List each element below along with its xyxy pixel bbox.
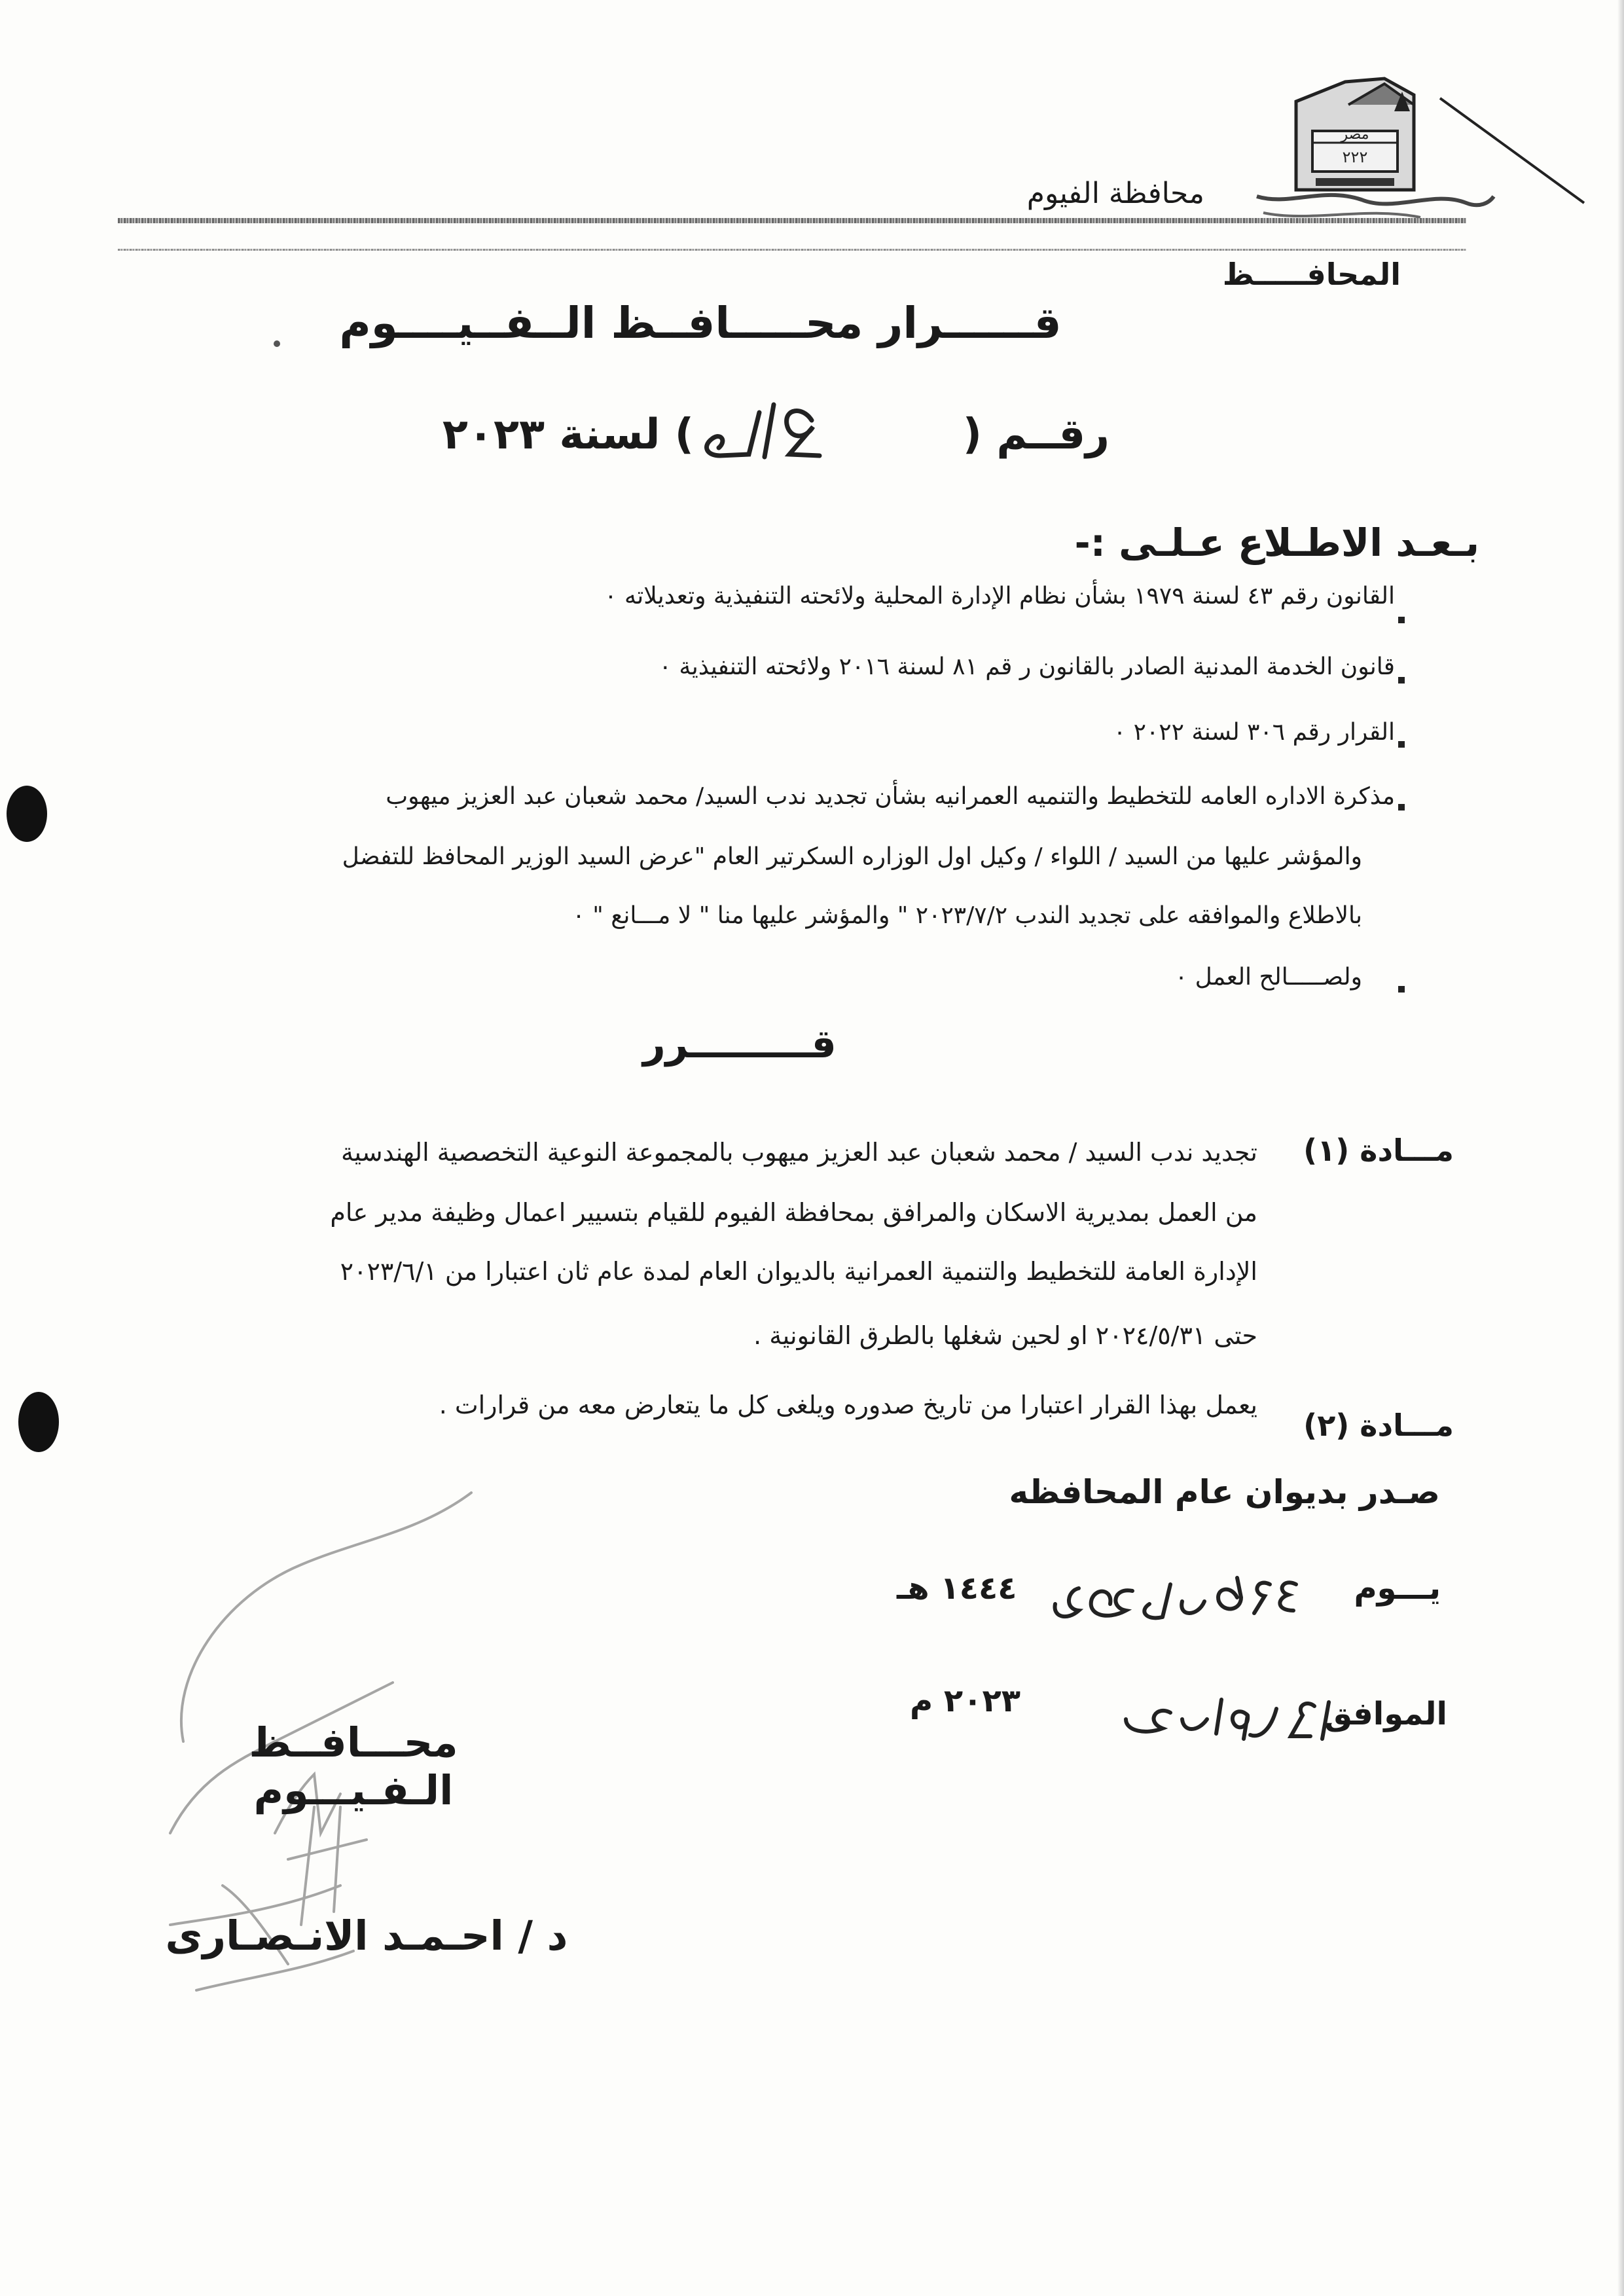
article-1-line-3: الإدارة العامة للتخطيط والتنمية العمرانية بالديوان العام لمدة عام ثان اعتبارا من ٢٠٢٣/٦/١ [340,1257,1257,1286]
article-1-line-1: تجديد ندب السيد / محمد شعبان عبد العزيز ميهوب بالمجموعة النوعية التخصصية الهندسية [340,1138,1257,1167]
bullet-mark [1398,986,1405,993]
bullet-mark [1398,617,1405,623]
office-label: المحافـــــظ [1222,257,1401,292]
preamble-item-4-line-1: مذكرة الاداره العامه للتخطيط والتنميه العمرانيه بشأن تجديد ندب السيد/ محمد شعبان عبد العزيز ميهوب [386,783,1395,810]
handwritten-gregorian-date [1100,1676,1335,1755]
decree-number-suffix: ) لسنة ٢٠٢٣ [442,410,694,459]
bullet-mark [1398,677,1405,683]
preamble-item-3: القرار رقم ٣٠٦ لسنة ٢٠٢٢ ٠ [1113,719,1395,746]
article-1-label: مـــادة (١) [1303,1133,1454,1168]
decision-heading: قـــــــــرر [643,1021,837,1067]
handwritten-hijri-date [1047,1558,1309,1637]
svg-text:مصر: مصر [1341,126,1369,143]
scan-dot [274,340,280,347]
gregorian-date-prefix: الموافق [1324,1696,1447,1732]
issued-at: صـدر بديوان عام المحافظه [1009,1473,1440,1511]
governorate-name: محافظة الفيوم [1026,177,1204,210]
hijri-year: ١٤٤٤ هـ [897,1570,1017,1607]
handwritten-decree-number [706,405,820,457]
gregorian-year: ٢٠٢٣ م [910,1683,1021,1719]
decree-number-line [419,386,1113,471]
signatory-title: محـــافــظ الـفـيـــوم [249,1719,458,1814]
decree-number-prefix: رقــم ( [962,410,1110,459]
decree-title: قــــــرار محـــــافــظ الــفــيــــوم [339,298,1062,348]
preamble-item-5: ولصـــــالح العمل ٠ [1174,964,1362,991]
article-2-label: مـــادة (٢) [1303,1408,1454,1443]
header-divider [118,218,1466,223]
bullet-mark [1398,804,1405,811]
signatory-name: د / احـمـد الانـصـارى [165,1912,568,1959]
punch-hole [18,1392,59,1452]
preamble-item-4-line-3: بالاطلاع والموافقه على تجديد الندب ٢٠٢٣/٧/٢ " والمؤشر عليها منا " لا مـــانع " ٠ [572,902,1362,929]
article-2-text: يعمل بهذا القرار اعتبارا من تاريخ صدوره ويلغى كل ما يتعارض معه من قرارات . [439,1391,1257,1419]
article-1-line-4: حتى ٢٠٢٤/٥/٣١ او لحين شغلها بالطرق القانونية . [753,1321,1257,1350]
preamble-item-1: القانون رقم ٤٣ لسنة ١٩٧٩ بشأن نظام الإدارة المحلية ولائحته التنفيذية وتعديلاته ٠ [604,583,1395,610]
preamble-heading: بـعـد الاطـلاع عـلـى :- [1074,520,1479,565]
scan-edge-shadow [1617,0,1624,2296]
preamble-item-4-line-2: والمؤشر عليها من السيد / اللواء / وكيل اول الوزاره السكرتير العام "عرض السيد الوزير المحافظ للتفضل [342,843,1362,870]
punch-hole [7,786,47,842]
scan-stroke-mark [1427,79,1597,210]
preamble-item-2: قانون الخدمة المدنية الصادر بالقانون ر قم ٨١ لسنة ٢٠١٦ ولائحته التنفيذية ٠ [659,653,1395,680]
header-divider-secondary [118,249,1466,251]
bullet-mark [1398,741,1405,748]
svg-text:٢٢٢: ٢٢٢ [1342,148,1368,166]
article-1-line-2: من العمل بمديرية الاسكان والمرافق بمحافظة الفيوم للقيام بتسيير اعمال وظيفة مدير عام [330,1198,1257,1227]
hijri-date-prefix: يـــوم [1354,1570,1441,1607]
